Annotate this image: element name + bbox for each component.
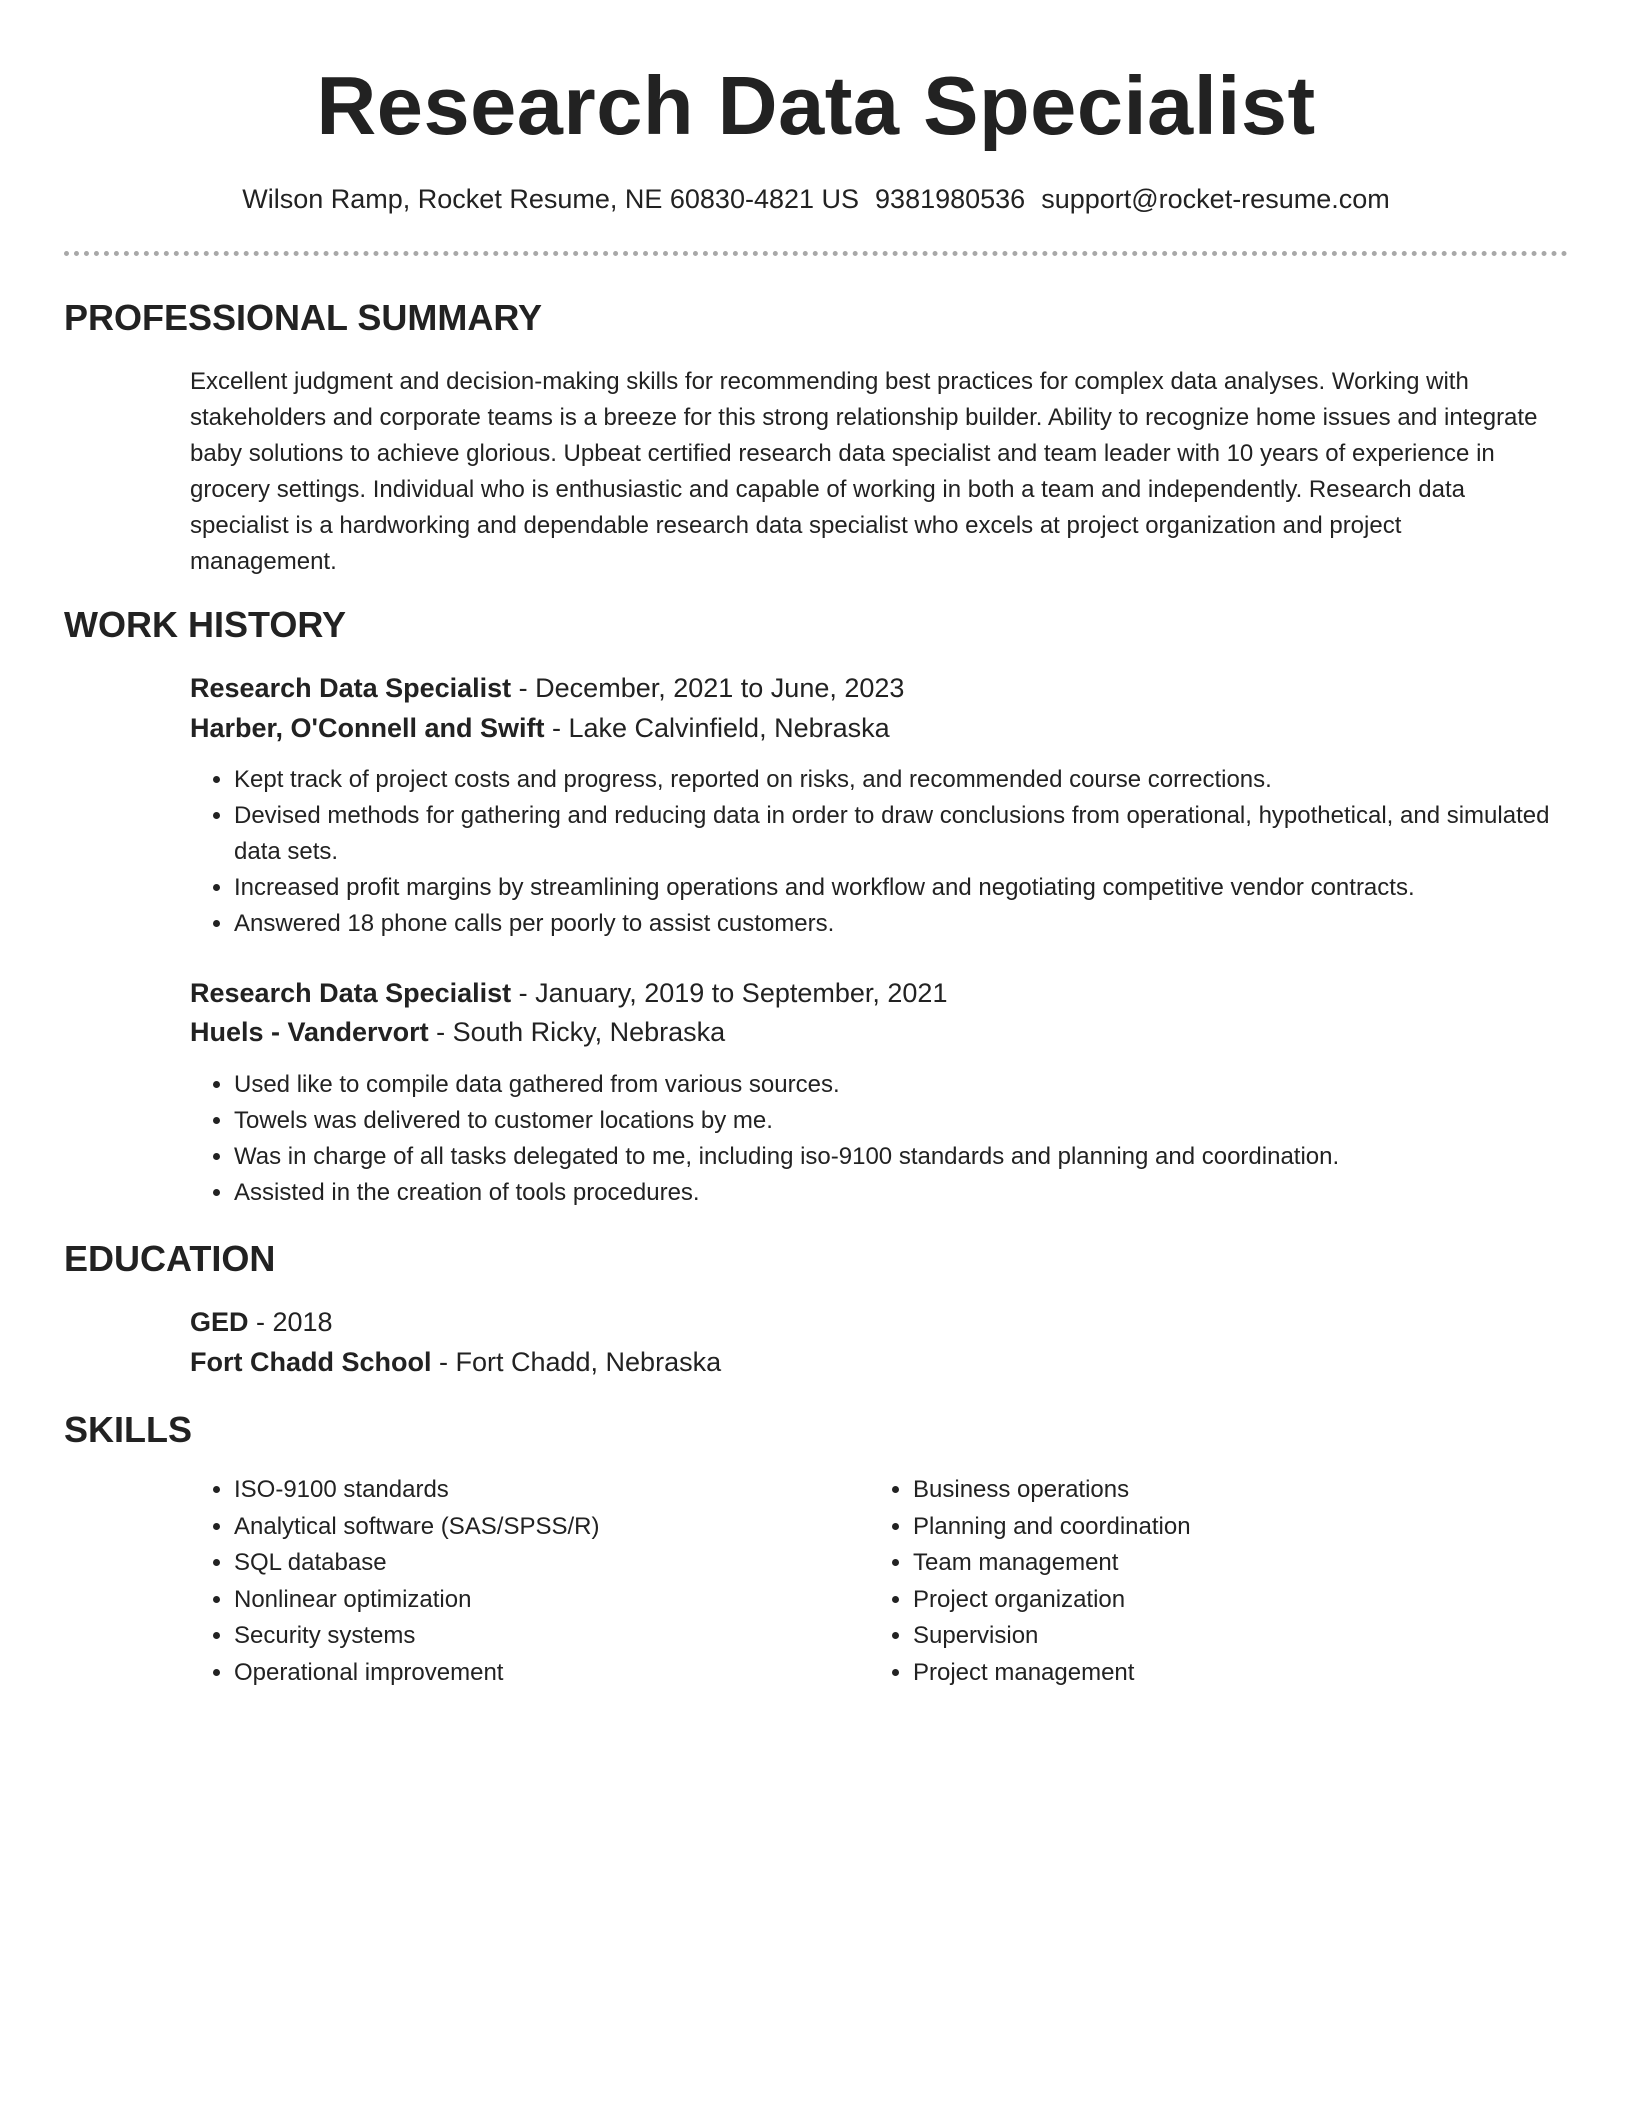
skill-item: • Security systems [234, 1618, 834, 1655]
education-location: - Fort Chadd, Nebraska [431, 1347, 722, 1377]
job-bullet: • Assisted in the creation of tools procedures. [234, 1175, 1584, 1211]
skills-list-left [190, 1472, 834, 1691]
section-title-skills: SKILLS [64, 1409, 193, 1450]
education-school-line [190, 1343, 721, 1381]
job-title: Research Data Specialist [190, 978, 512, 1008]
job-dates: - January, 2019 to September, 2021 [511, 978, 948, 1008]
skill-item: • ISO-9100 standards [234, 1472, 834, 1509]
summary-text: Excellent judgment and decision-making skills for recommending best practices for complex data analyses. Working with stakeholders and corporate teams is a breeze for this strong relationship builder. Ability to recognize home issues and integrate baby solutions to achieve glorious. Upbeat certified research data specialist and team leader with 10 years of experience in grocery settings. Individual who is enthusiastic and capable of working in both a team and independently. Research data specialist is a hardworking and dependable research data specialist who excels at project organization and project management. [190, 368, 1538, 575]
job-company: Huels - Vandervort [190, 1017, 429, 1047]
job-bullet: • Towels was delivered to customer locations by me. [234, 1103, 1584, 1139]
job-company: Harber, O'Connell and Swift [190, 713, 545, 743]
section-title-summary: PROFESSIONAL SUMMARY [64, 297, 543, 338]
skill-item: • Operational improvement [234, 1655, 834, 1692]
skill-item: • Analytical software (SAS/SPSS/R) [234, 1509, 834, 1546]
skill-item: • Supervision [913, 1618, 1513, 1655]
skill-item: • SQL database [234, 1545, 834, 1582]
skill-item: • Project organization [913, 1582, 1513, 1619]
job-title-line [190, 974, 947, 1012]
education-school: Fort Chadd School [190, 1347, 432, 1377]
skill-item: • Team management [913, 1545, 1513, 1582]
job-location: - South Ricky, Nebraska [428, 1017, 726, 1047]
job-bullets [190, 762, 1584, 942]
contact-address: Wilson Ramp, Rocket Resume, NE 60830-4821 US [242, 184, 860, 214]
job-dates: - December, 2021 to June, 2023 [511, 673, 905, 703]
contact-phone: 9381980536 [875, 184, 1026, 214]
section-title-work: WORK HISTORY [64, 604, 347, 645]
contact-email: support@rocket-resume.com [1041, 184, 1390, 214]
job-title-line [190, 669, 904, 707]
section-title-education: EDUCATION [64, 1238, 276, 1279]
job-bullets [190, 1067, 1584, 1211]
job-bullet: • Was in charge of all tasks delegated to me, including iso-9100 standards and planning and coordination. [234, 1139, 1584, 1175]
skills-list-right [869, 1472, 1513, 1691]
job-location: - Lake Calvinfield, Nebraska [544, 713, 890, 743]
job-company-line [190, 709, 890, 747]
job-bullet: • Devised methods for gathering and reducing data in order to draw conclusions from operational, hypothetical, and simulated data sets. [234, 798, 1584, 870]
skill-item: • Planning and coordination [913, 1509, 1513, 1546]
job-bullet: • Kept track of project costs and progress, reported on risks, and recommended course corrections. [234, 762, 1584, 798]
job-bullet: • Increased profit margins by streamlining operations and workflow and negotiating competitive vendor contracts. [234, 870, 1584, 906]
resume-name: Research Data Specialist [316, 59, 1316, 152]
education-year: - 2018 [248, 1307, 333, 1337]
skill-item: • Nonlinear optimization [234, 1582, 834, 1619]
education-degree-line [190, 1303, 333, 1341]
header-divider [64, 251, 1568, 256]
job-title: Research Data Specialist [190, 673, 512, 703]
skill-item: • Project management [913, 1655, 1513, 1692]
job-bullet: • Answered 18 phone calls per poorly to assist customers. [234, 906, 1584, 942]
job-company-line [190, 1013, 725, 1051]
job-bullet: • Used like to compile data gathered from various sources. [234, 1067, 1584, 1103]
education-degree: GED [190, 1307, 249, 1337]
skill-item: • Business operations [913, 1472, 1513, 1509]
contact-line [0, 180, 1632, 218]
